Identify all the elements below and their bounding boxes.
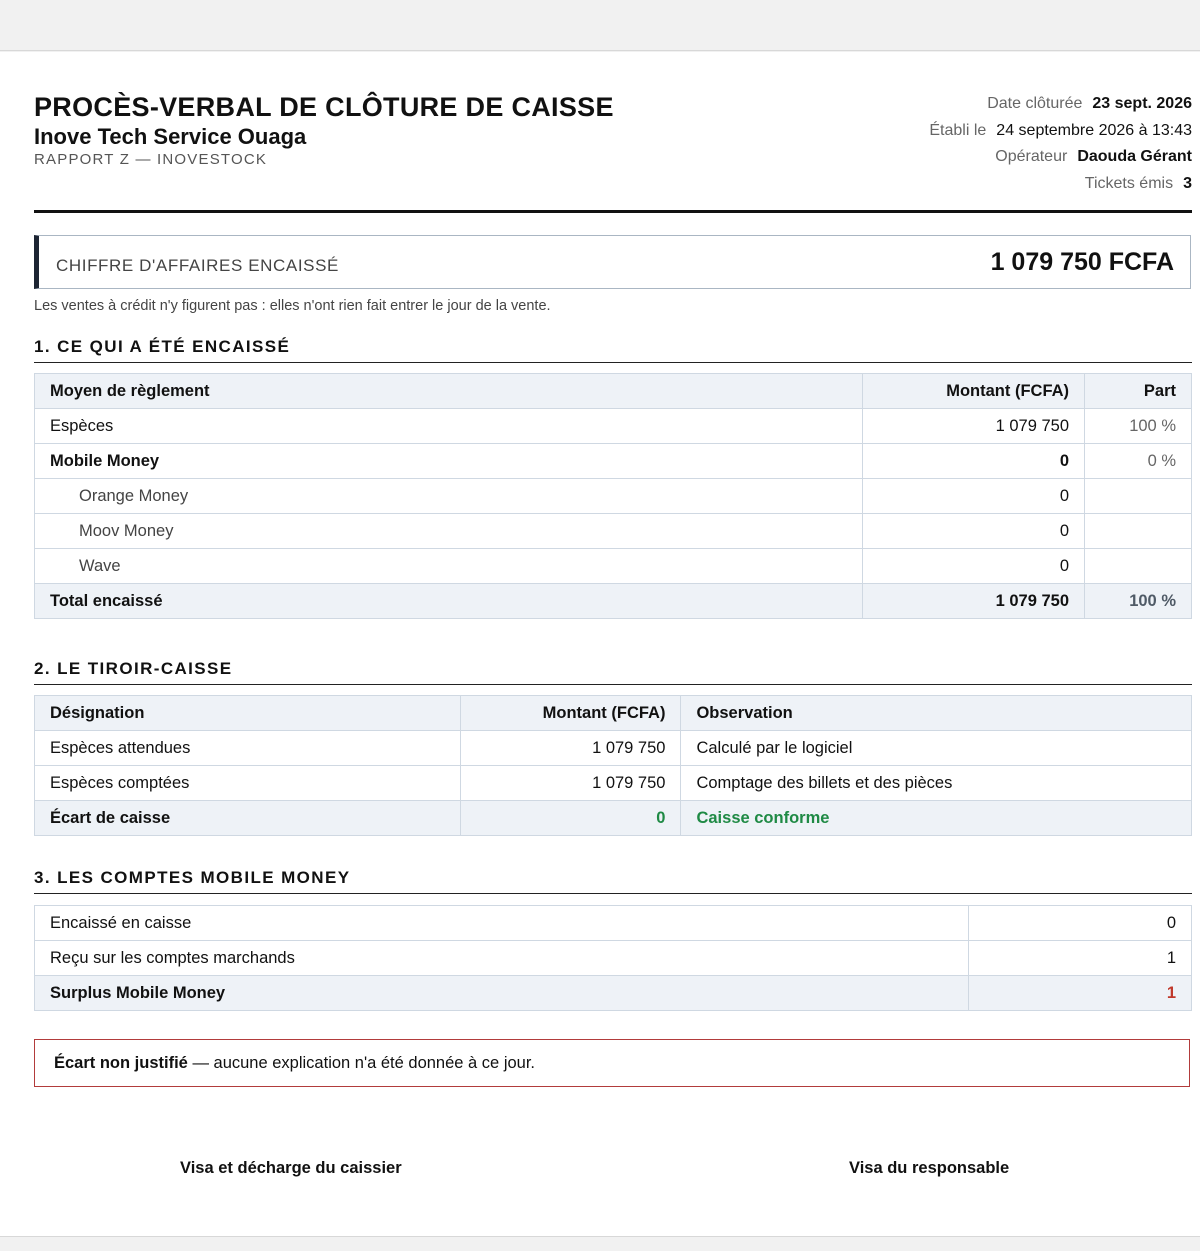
- payment-amount: 1 079 750: [863, 409, 1085, 444]
- manager-signature-label: Visa du responsable: [849, 1159, 1010, 1177]
- total-label: Écart de caisse: [35, 801, 461, 836]
- report-page: [0, 52, 1200, 1237]
- payment-share: [1085, 479, 1192, 514]
- status-ok-badge: Caisse conforme: [681, 801, 1192, 836]
- drawer-table: [34, 695, 1192, 836]
- meta-tickets: [929, 175, 1192, 202]
- payment-method: Espèces: [35, 409, 863, 444]
- observation: Calculé par le logiciel: [681, 731, 1192, 766]
- meta-value: 24 septembre 2026 à 13:43: [996, 121, 1192, 139]
- designation: Espèces attendues: [35, 731, 461, 766]
- meta-value: 3: [1183, 174, 1192, 192]
- payment-share: 100 %: [1085, 409, 1192, 444]
- mm-value: 1: [969, 941, 1192, 976]
- observation: Comptage des billets et des pièces: [681, 766, 1192, 801]
- table-header-row: [35, 696, 1192, 731]
- column-header: Montant (FCFA): [460, 696, 681, 731]
- report-title: PROCÈS-VERBAL DE CLÔTURE DE CAISSE: [34, 92, 614, 122]
- column-header: Moyen de règlement: [35, 374, 863, 409]
- meta-label: Date clôturée: [987, 95, 1083, 112]
- payment-amount: 0: [863, 549, 1085, 584]
- table-total-row: [35, 801, 1192, 836]
- mm-label: Reçu sur les comptes marchands: [35, 941, 969, 976]
- table-total-row: [35, 976, 1192, 1011]
- payment-method: Moov Money: [35, 514, 863, 549]
- revenue-label: CHIFFRE D'AFFAIRES ENCAISSÉ: [56, 256, 339, 275]
- report-subtitle: RAPPORT Z — INOVESTOCK: [34, 151, 268, 168]
- company-name: Inove Tech Service Ouaga: [34, 124, 307, 149]
- alert-text: — aucune explication n'a été donnée à ce jour.: [187, 1054, 536, 1072]
- total-label: Surplus Mobile Money: [35, 976, 969, 1011]
- table-row: [35, 766, 1192, 801]
- payment-share: 0 %: [1085, 444, 1192, 479]
- revenue-box: [34, 235, 1191, 289]
- section-2-title: 2. LE TIROIR-CAISSE: [34, 659, 1192, 685]
- table-row: [35, 941, 1192, 976]
- payments-table: [34, 373, 1192, 619]
- unjustified-gap-alert: [34, 1039, 1190, 1087]
- meta-label: Tickets émis: [1084, 174, 1174, 192]
- cash-difference: 0: [460, 801, 681, 836]
- mm-surplus-value: 1: [969, 976, 1192, 1011]
- meta-label: Établi le: [929, 121, 987, 139]
- amount: 1 079 750: [460, 766, 681, 801]
- meta-value: Daouda Gérant: [1077, 148, 1192, 165]
- table-row: [35, 549, 1192, 584]
- report-meta: [929, 95, 1192, 201]
- column-header: Montant (FCFA): [863, 374, 1085, 409]
- total-share: 100 %: [1085, 584, 1192, 619]
- designation: Espèces comptées: [35, 766, 461, 801]
- meta-operator: [929, 148, 1192, 175]
- payment-amount: 0: [863, 444, 1085, 479]
- meta-label: Opérateur: [995, 148, 1068, 165]
- payment-share: [1085, 514, 1192, 549]
- table-row: [35, 444, 1192, 479]
- payment-method: Mobile Money: [35, 444, 863, 479]
- table-row: [35, 906, 1192, 941]
- payment-method: Orange Money: [35, 479, 863, 514]
- revenue-value: 1 079 750 FCFA: [990, 248, 1174, 276]
- mm-label: Encaissé en caisse: [35, 906, 969, 941]
- alert-title: Écart non justifié: [54, 1054, 188, 1072]
- section-1-title: 1. CE QUI A ÉTÉ ENCAISSÉ: [34, 337, 1192, 363]
- table-header-row: [35, 374, 1192, 409]
- browser-bottom-bar: [0, 1237, 1200, 1251]
- payment-method: Wave: [35, 549, 863, 584]
- column-header: Part: [1085, 374, 1192, 409]
- table-row: [35, 514, 1192, 549]
- total-amount: 1 079 750: [863, 584, 1085, 619]
- payment-amount: 0: [863, 479, 1085, 514]
- amount: 1 079 750: [460, 731, 681, 766]
- section-3-title: 3. LES COMPTES MOBILE MONEY: [34, 868, 1192, 894]
- revenue-note: Les ventes à crédit n'y figurent pas : elles n'ont rien fait entrer le jour de la vente.: [34, 298, 551, 314]
- mm-value: 0: [969, 906, 1192, 941]
- table-row: [35, 409, 1192, 444]
- payment-share: [1085, 549, 1192, 584]
- meta-created-at: [929, 122, 1192, 149]
- table-row: [35, 479, 1192, 514]
- meta-value: 23 sept. 2026: [1092, 95, 1192, 112]
- mobile-money-table: [34, 905, 1192, 1011]
- column-header: Observation: [681, 696, 1192, 731]
- table-row: [35, 731, 1192, 766]
- browser-top-bar: [0, 0, 1200, 51]
- cashier-signature-label: Visa et décharge du caissier: [180, 1159, 402, 1177]
- column-header: Désignation: [35, 696, 461, 731]
- table-total-row: [35, 584, 1192, 619]
- meta-closing-date: [929, 95, 1192, 122]
- payment-amount: 0: [863, 514, 1085, 549]
- header-divider: [34, 210, 1192, 213]
- total-label: Total encaissé: [35, 584, 863, 619]
